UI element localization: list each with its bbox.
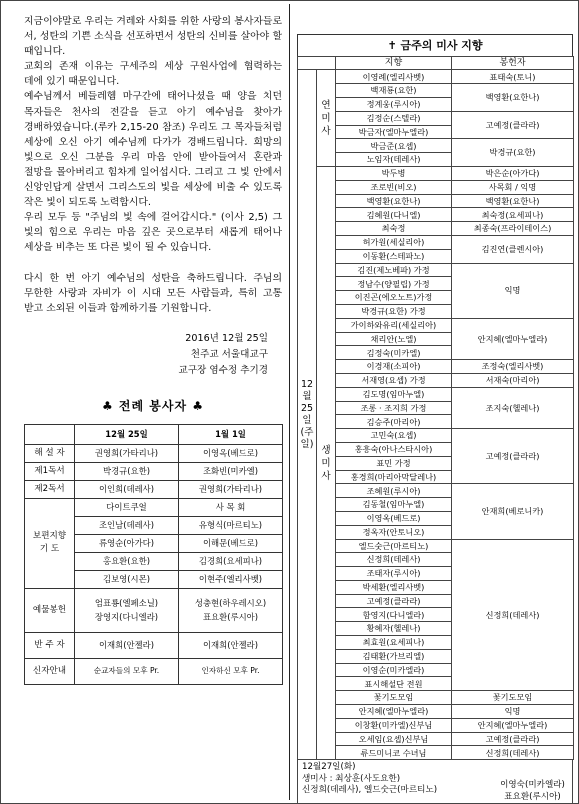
table-row bbox=[298, 84, 574, 98]
table-cell: 조인남(데레사) bbox=[75, 516, 179, 534]
table-row bbox=[298, 208, 574, 222]
offerer-cell: 김진연(클렌시아) bbox=[452, 235, 574, 263]
intent-cell: 류드미니코 수녀님 bbox=[336, 746, 452, 760]
offerer-cell: 조지숙(헬레나) bbox=[452, 387, 574, 428]
date-cell: 12월25일(주일) bbox=[298, 70, 317, 760]
table-row bbox=[298, 166, 574, 180]
letter-paragraph: 예수님께서 베들레헴 마구간에 태어나셨을 때 양을 치던 목자들은 천사의 전갈을 듣고 아기 예수님을 찾아가 경배하였습니다.(루카 2,15-20 참조) 우리도 그 목자들처럼 세상에 오신 아기 예수님께 다가가 경배드립니다. 희망의 빛으로 오신 그분을 우리 마음 안에 받아들여서 혼란과 절망을 몰아버리고 힘차게 일어섭시다. 그리고 그 빛 안에서 신앙인답게 살면서 그리스도의 빛을 세상에 비출 수 있도록 작은 빛이 되도록 노력합시다. bbox=[24, 91, 282, 209]
intent-cell: 이영옥(베드로) bbox=[336, 511, 452, 525]
table-cell: 이현주(엘리사벳) bbox=[179, 570, 283, 588]
spacer bbox=[24, 256, 282, 271]
intent-cell: 안지혜(엘마누엘라) bbox=[336, 705, 452, 719]
table-row bbox=[25, 658, 283, 684]
row-label: 반 주 자 bbox=[25, 632, 75, 658]
table-header-row bbox=[25, 424, 283, 444]
cell-line: 엄표룡(엘페소닐) bbox=[94, 597, 159, 608]
row-label: 해 설 자 bbox=[25, 444, 75, 462]
table-row bbox=[298, 194, 574, 208]
mass-intentions-table bbox=[297, 56, 574, 760]
offerer-cell: 표태숙(토니) bbox=[452, 70, 574, 84]
intent-cell: 조혜원(루시아) bbox=[336, 484, 452, 498]
row-label: 신자안내 bbox=[25, 658, 75, 684]
section-cell: 연미사 bbox=[317, 70, 336, 167]
table-cell: 다이트쿠얼 bbox=[75, 498, 179, 516]
intent-cell: 이진곤(에오노트)가정 bbox=[336, 291, 452, 305]
intent-cell: 박금자(엘마누엘라) bbox=[336, 125, 452, 139]
intent-cell: 신정희(데레사) bbox=[336, 553, 452, 567]
letter-date: 2016년 12월 25일 bbox=[185, 332, 268, 344]
footer-offerer: 이영숙(미카엘라) bbox=[500, 780, 565, 791]
intent-cell: 김동철(임마누엘) bbox=[336, 498, 452, 512]
column-header: 봉헌자 bbox=[452, 57, 574, 70]
table-row bbox=[298, 318, 574, 332]
intent-cell: 조롱 · 조지희 가정 bbox=[336, 401, 452, 415]
column-divider bbox=[289, 4, 290, 800]
table-cell: 이재희(안젤라) bbox=[179, 632, 283, 658]
servers-table bbox=[24, 424, 283, 685]
table-row bbox=[25, 632, 283, 658]
intent-cell: 최숙정 bbox=[336, 222, 452, 236]
table-cell: 순교자들의 모후 Pr. bbox=[75, 658, 179, 684]
intent-cell: 이창환(미카엘)신부님 bbox=[336, 718, 452, 732]
table-cell: 류영순(아가다) bbox=[75, 534, 179, 552]
table-cell: 사 목 회 bbox=[179, 498, 283, 516]
offerer-cell: 박은순(아가다) bbox=[452, 166, 574, 180]
letter-paragraph: 우리 모두 등 "주님의 빛 속에 걸어갑시다." (이사 2,5) 그 빛의 힘으로 우리는 마음 깊은 곳으로부터 새롭게 태어나 세상을 비추는 또 다른 빛이 될 수 있습니다. bbox=[24, 212, 282, 254]
offerer-cell: 안지혜(엘마누엘라) bbox=[452, 318, 574, 359]
table-row bbox=[298, 746, 574, 760]
intent-cell: 박세환(엘리사벳) bbox=[336, 580, 452, 594]
intent-cell: 함영지(다니엘라) bbox=[336, 608, 452, 622]
corner-cell bbox=[298, 57, 336, 70]
table-row bbox=[25, 588, 283, 632]
offerer-cell: 고예정(클라라) bbox=[452, 732, 574, 746]
intent-cell: 조태자(루시아) bbox=[336, 567, 452, 581]
intent-cell: 김정숙(미카엘) bbox=[336, 346, 452, 360]
cell-line: 장영지(다니엘라) bbox=[94, 612, 159, 623]
intent-cell: 고민숙(요셉) bbox=[336, 429, 452, 443]
letter-paragraph: 지금이야말로 우리는 겨레와 사회를 위한 사랑의 봉사자들로 서, 성탄의 기쁜 소식을 선포하면서 성탄의 신비를 살아야 할 때입니다. bbox=[24, 16, 282, 58]
intent-cell: 서재영(요셉) 가정 bbox=[336, 373, 452, 387]
row-label: 예물봉헌 bbox=[25, 588, 75, 632]
footer-date: 12월27일(화) bbox=[302, 762, 356, 773]
table-cell: 권영희(가타리나) bbox=[179, 480, 283, 498]
offerer-cell: 고예정(클라라) bbox=[452, 429, 574, 484]
table-cell: 조화빈(미카엘) bbox=[179, 462, 283, 480]
table-row bbox=[298, 222, 574, 236]
column-header: 12월 25일 bbox=[75, 424, 179, 444]
offerer-cell: 백영환(요한나) bbox=[452, 194, 574, 208]
offerer-cell: 고예정(클라라) bbox=[452, 111, 574, 139]
table-row bbox=[298, 235, 574, 249]
row-label-line: 기 도 bbox=[39, 544, 60, 555]
offerer-cell: 박경규(요한) bbox=[452, 139, 574, 167]
table-cell bbox=[75, 588, 179, 632]
intent-cell: 정남수(양필립) 가정 bbox=[336, 277, 452, 291]
table-row bbox=[298, 539, 574, 553]
table-row bbox=[298, 429, 574, 443]
row-label: 제2독서 bbox=[25, 480, 75, 498]
table-row bbox=[298, 691, 574, 705]
footer-left bbox=[298, 760, 493, 804]
letter-signature: 교구장 염수정 추기경 bbox=[178, 364, 268, 376]
footer-line: 신정희(데레사), 엘드숫근(마르티노) bbox=[302, 785, 438, 796]
intent-cell: 정옥자(안토니오) bbox=[336, 525, 452, 539]
table-row bbox=[25, 498, 283, 516]
intent-cell: 홍흥숙(아나스타시아) bbox=[336, 442, 452, 456]
table-row bbox=[25, 444, 283, 462]
table-cell: 이영옥(베드로) bbox=[179, 444, 283, 462]
row-label bbox=[25, 498, 75, 588]
spacer bbox=[24, 316, 282, 331]
intent-cell: 오세임(요셉)신부님 bbox=[336, 732, 452, 746]
right-column bbox=[297, 34, 573, 804]
intent-cell: 김진(제노베파) 가정 bbox=[336, 263, 452, 277]
cell-line: 표요환(루시아) bbox=[202, 612, 259, 623]
footer-line: 생미사 : 최상훈(사도요한) bbox=[302, 773, 401, 784]
intent-cell: 채리안(노엘) bbox=[336, 332, 452, 346]
intent-cell: 김혜원(다니엘) bbox=[336, 208, 452, 222]
offerer-cell: 최숙정(요세피나) bbox=[452, 208, 574, 222]
intent-cell: 박경규(요한) 가정 bbox=[336, 304, 452, 318]
letter-paragraph: 다시 한 번 아기 예수님의 성탄을 축하드립니다. 주님의 무한한 사랑과 자비가 이 시대 모든 사람들과, 특히 고통 받고 소외된 이들과 함께하기를 기원합니다. bbox=[24, 272, 282, 314]
intent-cell: 황혜자(헬레나) bbox=[336, 622, 452, 636]
table-cell: 이인희(데레사) bbox=[75, 480, 179, 498]
table-cell: 김경희(요세피나) bbox=[179, 552, 283, 570]
table-cell: 김보영(시몬) bbox=[75, 570, 179, 588]
offerer-cell: 익명 bbox=[452, 263, 574, 318]
row-label-line: 보편지향 bbox=[32, 531, 67, 542]
table-header-row bbox=[298, 57, 574, 70]
intent-cell: 이경재(소피아) bbox=[336, 360, 452, 374]
intent-cell: 노임자(데레사) bbox=[336, 153, 452, 167]
intent-cell: 엘드숫근(마르티노) bbox=[336, 539, 452, 553]
intent-cell: 김승주(마리아) bbox=[336, 415, 452, 429]
intent-cell: 백재룡(요한) bbox=[336, 84, 452, 98]
left-column bbox=[24, 14, 282, 685]
intent-cell: 표민 가정 bbox=[336, 456, 452, 470]
column-header: 지향 bbox=[336, 57, 452, 70]
table-row bbox=[298, 111, 574, 125]
table-row bbox=[298, 373, 574, 387]
intent-cell: 이영순(미카엘라) bbox=[336, 663, 452, 677]
table-row bbox=[298, 387, 574, 401]
table-row bbox=[298, 705, 574, 719]
intent-cell: 조로빈(비오) bbox=[336, 180, 452, 194]
table-cell bbox=[179, 588, 283, 632]
footer-right bbox=[493, 760, 572, 804]
intent-cell: 이영례(엘리사벳) bbox=[336, 70, 452, 84]
letter-paragraph: 교회의 존재 이유는 구세주의 세상 구원사업에 협력하는 데에 있기 때문입니다. bbox=[24, 61, 282, 88]
cell-line: 성충현(하우레시오) bbox=[194, 597, 267, 608]
intent-cell: 가이하와유리(세실리아) bbox=[336, 318, 452, 332]
servers-title: ♣ 전례 봉사자 ♣ bbox=[101, 398, 204, 413]
table-row bbox=[25, 480, 283, 498]
offerer-cell: 조정숙(엘리사벳) bbox=[452, 360, 574, 374]
mass-table-body bbox=[298, 70, 574, 760]
mass-intentions-title: ✝ 금주의 미사 지향 bbox=[297, 34, 573, 56]
table-row bbox=[298, 70, 574, 84]
footer-offerer: 표요환(루시아) bbox=[504, 791, 561, 802]
table-cell: 홍요환(요한) bbox=[75, 552, 179, 570]
table-cell: 인자하신 모후 Pr. bbox=[179, 658, 283, 684]
table-cell: 권영희(가타리나) bbox=[75, 444, 179, 462]
offerer-cell: 안지혜(엘마누엘라) bbox=[452, 718, 574, 732]
intent-cell: 박금준(요셉) bbox=[336, 139, 452, 153]
table-row bbox=[298, 718, 574, 732]
offerer-cell: 서재숙(마리아) bbox=[452, 373, 574, 387]
offerer-cell: 신정희(데레사) bbox=[452, 746, 574, 760]
intent-cell: 꽃기도모임 bbox=[336, 691, 452, 705]
table-row bbox=[298, 360, 574, 374]
table-row bbox=[298, 180, 574, 194]
intent-cell: 고예정(클라라) bbox=[336, 594, 452, 608]
intent-cell: 백영환(요한나) bbox=[336, 194, 452, 208]
intent-cell: 김정순(스텔라) bbox=[336, 111, 452, 125]
offerer-cell: 익명 bbox=[452, 705, 574, 719]
offerer-cell: 신정희(데레사) bbox=[452, 539, 574, 691]
table-row bbox=[25, 462, 283, 480]
intent-cell: 홍경희(마리아막달레나) bbox=[336, 470, 452, 484]
table-row bbox=[298, 732, 574, 746]
offerer-cell: 최종숙(프라이테이스) bbox=[452, 222, 574, 236]
mass-footer bbox=[297, 760, 573, 804]
section-cell: 생미사 bbox=[317, 166, 336, 759]
intent-cell: 정계웅(루시아) bbox=[336, 98, 452, 112]
offerer-cell: 사목회 / 익명 bbox=[452, 180, 574, 194]
offerer-cell: 꽃기도모임 bbox=[452, 691, 574, 705]
intent-cell: 박두병 bbox=[336, 166, 452, 180]
table-cell: 박경규(요한) bbox=[75, 462, 179, 480]
table-cell: 유형식(마르티노) bbox=[179, 516, 283, 534]
table-row bbox=[298, 139, 574, 153]
table-cell: 이재희(안젤라) bbox=[75, 632, 179, 658]
letter-diocese: 천주교 서울대교구 bbox=[190, 348, 268, 360]
intent-cell: 허가원(세실리아) bbox=[336, 235, 452, 249]
intent-cell: 이동환(스테파노) bbox=[336, 249, 452, 263]
intent-cell: 김태환(가브리엘) bbox=[336, 649, 452, 663]
table-row bbox=[298, 263, 574, 277]
intent-cell: 김도명(임마누엘) bbox=[336, 387, 452, 401]
column-header: 1월 1일 bbox=[179, 424, 283, 444]
intent-cell: 최효원(요세피나) bbox=[336, 636, 452, 650]
table-cell: 이해문(베드로) bbox=[179, 534, 283, 552]
table-row bbox=[298, 484, 574, 498]
offerer-cell: 안재희(베로니카) bbox=[452, 484, 574, 539]
corner-cell bbox=[25, 424, 75, 444]
row-label: 제1독서 bbox=[25, 462, 75, 480]
offerer-cell: 백영환(요한나) bbox=[452, 84, 574, 112]
intent-cell: 표시해설단 전원 bbox=[336, 677, 452, 691]
